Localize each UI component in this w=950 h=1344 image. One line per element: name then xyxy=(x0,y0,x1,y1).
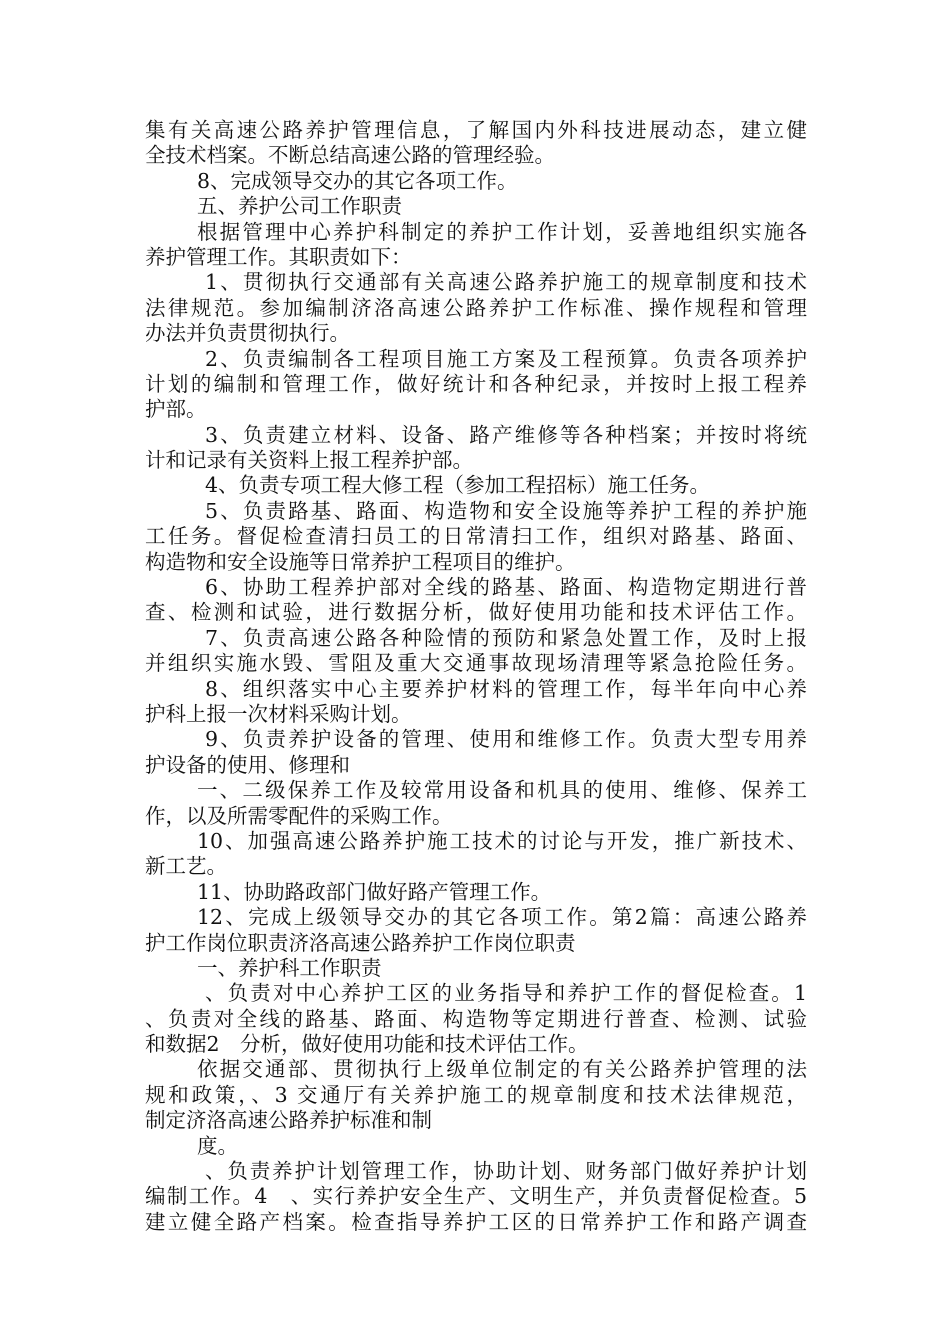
text-line: 制定济洛高速公路养护标准和制 xyxy=(145,1108,432,1133)
text-line: 2、负责编制各工程项目施工方案及工程预算。负责各项养护 xyxy=(205,346,807,371)
document-body xyxy=(145,118,807,1235)
text-line: 4、负责专项工程大修工程（参加工程招标）施工任务。 xyxy=(205,473,711,498)
text-line: 8、组织落实中心主要养护材料的管理工作，每半年向中心养 xyxy=(205,676,807,701)
text-line: 办法并负责贯彻执行。 xyxy=(145,321,350,346)
text-line: 、负责对中心养护工区的业务指导和养护工作的督促检查。1 xyxy=(205,981,807,1006)
text-line: 建立健全路产档案。检查指导养护工区的日常养护工作和路产调查 xyxy=(145,1209,807,1234)
text-line: 计划的编制和管理工作，做好统计和各种纪录，并按时上报工程养 xyxy=(145,371,807,396)
text-line: 护工作岗位职责济洛高速公路养护工作岗位职责 xyxy=(145,930,576,955)
text-line: 、负责对全线的路基、路面、构造物等定期进行普查、检测、试验 xyxy=(145,1006,807,1031)
text-line: 和数据2 分析，做好使用功能和技术评估工作。 xyxy=(145,1032,589,1057)
text-line: 一、养护科工作职责 xyxy=(197,955,382,980)
text-line: 3、负责建立材料、设备、路产维修等各种档案；并按时将统 xyxy=(205,422,807,447)
text-line: 5、负责路基、路面、构造物和安全设施等养护工程的养护施 xyxy=(205,498,807,523)
text-line: 、负责养护计划管理工作，协助计划、财务部门做好养护计划 xyxy=(205,1159,807,1184)
text-line: 五、养护公司工作职责 xyxy=(197,194,402,219)
text-line: 编制工作。4 、实行养护安全生产、文明生产，并负责督促检查。5 xyxy=(145,1184,807,1209)
text-line: 护设备的使用、修理和 xyxy=(145,752,350,777)
text-line: 计和记录有关资料上报工程养护部。 xyxy=(145,448,473,473)
text-line: 护科上报一次材料采购计划。 xyxy=(145,701,412,726)
text-line: 依据交通部、贯彻执行上级单位制定的有关公路养护管理的法 xyxy=(197,1057,807,1082)
text-line: 查、检测和试验，进行数据分析，做好使用功能和技术评估工作。 xyxy=(145,600,807,625)
text-line: 9、负责养护设备的管理、使用和维修工作。负责大型专用养 xyxy=(205,727,807,752)
text-line: 10、加强高速公路养护施工技术的讨论与开发，推广新技术、 xyxy=(197,828,807,853)
text-line: 根据管理中心养护科制定的养护工作计划，妥善地组织实施各 xyxy=(197,219,807,244)
text-line: 一、二级保养工作及较常用设备和机具的使用、维修、保养工 xyxy=(197,778,807,803)
text-line: 并组织实施水毁、雪阻及重大交通事故现场清理等紧急抢险任务。 xyxy=(145,651,807,676)
text-line: 工任务。督促检查清扫员工的日常清扫工作，组织对路基、路面、 xyxy=(145,524,807,549)
text-line: 护部。 xyxy=(145,397,207,422)
text-line: 构造物和安全设施等日常养护工程项目的维护。 xyxy=(145,549,576,574)
text-line: 法律规范。参加编制济洛高速公路养护工作标准、操作规程和管理 xyxy=(145,295,807,320)
text-line: 7、负责高速公路各种险情的预防和紧急处置工作，及时上报 xyxy=(205,625,807,650)
text-line: 6、协助工程养护部对全线的路基、路面、构造物定期进行普 xyxy=(205,575,807,600)
text-line: 8、完成领导交办的其它各项工作。 xyxy=(197,168,518,193)
text-line: 1、贯彻执行交通部有关高速公路养护施工的规章制度和技术 xyxy=(205,270,807,295)
text-line: 全技术档案。不断总结高速公路的管理经验。 xyxy=(145,143,555,168)
text-line: 集有关高速公路养护管理信息，了解国内外科技进展动态，建立健 xyxy=(145,118,807,142)
text-line: 作，以及所需零配件的采购工作。 xyxy=(145,803,453,828)
text-line: 养护管理工作。其职责如下： xyxy=(145,244,412,269)
text-line: 新工艺。 xyxy=(145,854,227,879)
text-line: 规和政策，、3 交通厅有关养护施工的规章制度和技术法律规范， xyxy=(145,1082,807,1107)
text-line: 11、协助路政部门做好路产管理工作。 xyxy=(197,879,552,904)
text-line: 12、完成上级领导交办的其它各项工作。第2篇：高速公路养 xyxy=(197,905,807,930)
text-line: 度。 xyxy=(197,1133,238,1158)
